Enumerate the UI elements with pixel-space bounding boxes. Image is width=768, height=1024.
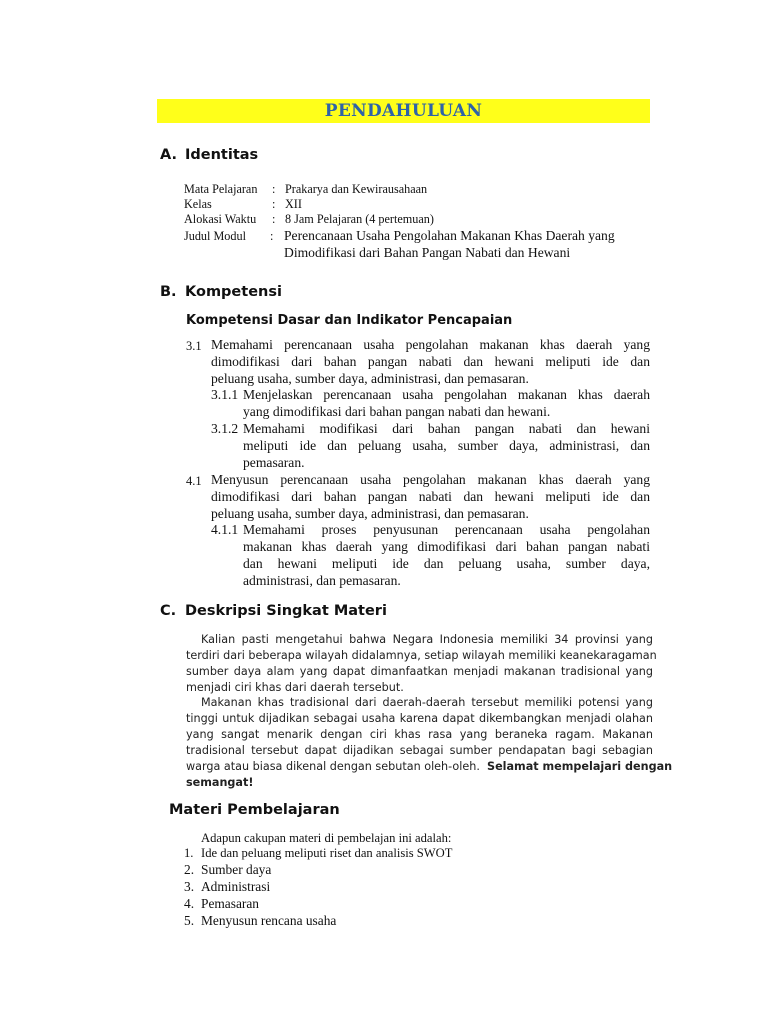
description-line: tinggi untuk dijadikan sebagai usaha karena dapat dikembangkan menjadi olahan [186, 712, 653, 725]
title-banner [157, 99, 650, 123]
indicator-line: pemasaran. [243, 455, 305, 470]
competency-subheading: Kompetensi Dasar dan Indikator Pencapaian [186, 313, 513, 328]
materi-heading: Materi Pembelajaran [169, 802, 340, 818]
page-title: PENDAHULUAN [324, 101, 483, 121]
materi-intro: Adapun cakupan materi di pembelajan ini adalah: [201, 831, 452, 845]
competency-line: peluang usaha, sumber daya, administrasi, dan pemasaran. [211, 371, 529, 386]
description-line: tradisional tersebut dapat dijadikan sebagai sumber pendapatan bagi sebagian [186, 744, 653, 757]
description-line: menjadi ciri khas dari daerah tersebut. [186, 681, 404, 694]
indicator-line: meliputi ide dan peluang usaha, sumber daya, administrasi, dan [243, 438, 650, 453]
competency-line: dimodifikasi dari bahan pangan nabati dan hewani meliputi ide dan [211, 489, 650, 504]
competency-number: 3.1 [186, 339, 202, 353]
section-c-heading: C. Deskripsi Singkat Materi [160, 603, 387, 619]
description-line: yang sangat menarik dengan ciri khas rasa yang beraneka ragam. Makanan [186, 728, 653, 741]
indicator-number: 4.1.1 [211, 522, 239, 537]
description-line: semangat! [186, 776, 254, 789]
description-line: terdiri dari beberapa wilayah didalamnya, setiap wilayah memiliki keanekaragaman [186, 649, 657, 662]
competency-number: 4.1 [186, 474, 202, 488]
indicator-number: 3.1.1 [211, 387, 239, 402]
description-line: Kalian pasti mengetahui bahwa Negara Indonesia memiliki 34 provinsi yang [201, 633, 653, 646]
competency-line: peluang usaha, sumber daya, administrasi, dan pemasaran. [211, 506, 529, 521]
section-a-heading: A. Identitas [160, 147, 259, 163]
indicator-line: makanan khas daerah yang dimodifikasi dari bahan pangan nabati [243, 539, 650, 554]
list-item: 1. Ide dan peluang meliputi riset dan analisis SWOT [184, 846, 453, 860]
indicator-line: Memahami proses penyusunan perencanaan usaha pengolahan [243, 522, 650, 537]
list-item: 4. Pemasaran [184, 896, 260, 911]
indicator-line: administrasi, dan pemasaran. [243, 573, 401, 588]
indicator-line: yang dimodifikasi dari bahan pangan nabati dan hewani. [243, 404, 551, 419]
description-line: warga atau biasa dikenal dengan sebutan oleh-oleh. Selamat mempelajari dengan [186, 760, 673, 773]
indicator-line: Menjelaskan perencanaan usaha pengolahan makanan khas daerah [243, 387, 650, 402]
competency-line: Menyusun perencanaan usaha pengolahan makanan khas daerah yang [211, 472, 650, 487]
list-item: 2. Sumber daya [184, 862, 272, 877]
indicator-line: dan hewani meliputi ide dan peluang usaha, sumber daya, [243, 556, 650, 571]
description-line: Makanan khas tradisional dari daerah-daerah tersebut memiliki potensi yang [201, 696, 653, 709]
list-item: 5. Menyusun rencana usaha [184, 913, 337, 928]
competency-line: dimodifikasi dari bahan pangan nabati dan hewani meliputi ide dan [211, 354, 650, 369]
document-page: PENDAHULUAN A. Identitas Mata Pelajaran : Prakarya dan Kewirausahaan Kelas : XII Alokasi Waktu : 8 Jam Pelajaran (4 pertemuan) Judul Modul : Perencanaan Usaha Pengolahan Makanan Khas Daerah yang Dimodifikasi dari Bahan Pangan Nabati dan Hewani B. Kompetensi Kompetensi Dasar dan Indikator Pencapaian 3.1 Memahami perencanaan usaha pengolahan makanan khas daerah yang dimodifikasi dari bahan pangan nabati dan hewani meliputi ide dan peluang usaha, sumber daya, administrasi, dan pemasaran. 3.1.1 Menjelaskan perencanaan usaha pengolahan makanan khas daerah yang dimodifikasi dari bahan pangan nabati dan hewani. 3.1.2 Memahami modifikasi dari bahan pangan nabati dan hewani meliputi ide dan peluang usaha, sumber daya, administrasi, dan pemasaran. 4.1 Menyusun perencanaan usaha pengolahan makanan khas daerah yang dimodifikasi dari bahan pangan nabati dan hewani meliputi ide dan peluang usaha, sumber daya, administrasi, dan pemasaran. 4.1.1 Memahami proses penyusunan perencanaan usaha pengolahan makanan khas daerah yang dimodifikasi dari bahan pangan nabati dan hewani meliputi ide dan peluang usaha, sumber daya, administrasi, dan pemasaran. C. Deskripsi Singkat Materi Kalian pasti mengetahui bahwa Negara Indonesia memiliki 34 provinsi yang terdiri dari beberapa wilayah didalamnya, setiap wilayah memiliki keanekaragaman sumber daya alam yang dapat dimanfaatkan menjadi makanan tradisional yang menjadi ciri khas dari daerah tersebut. Makanan khas tradisional dari daerah-daerah tersebut memiliki potensi yang tinggi untuk dijadikan sebagai usaha karena dapat dikembangkan menjadi olahan yang sangat menarik dengan ciri khas rasa yang beraneka ragam. Makanan tradisional tersebut dapat dijadikan sebagai sumber pendapatan bagi sebagian warga atau biasa dikenal dengan sebutan oleh-oleh. Selamat mempelajari dengan semangat! Materi Pembelajaran Adapun cakupan materi di pembelajan ini adalah: 1. Ide dan peluang meliputi riset dan analisis SWOT 2. Sumber daya 3. Administrasi 4. Pemasaran 5. Menyusun rencana usaha [0, 0, 768, 1024]
section-b-heading: B. Kompetensi [160, 284, 282, 300]
indicator-number: 3.1.2 [211, 421, 239, 436]
indicator-line: Memahami modifikasi dari bahan pangan nabati dan hewani [243, 421, 650, 436]
competency-line: Memahami perencanaan usaha pengolahan makanan khas daerah yang [211, 337, 650, 352]
list-item: 3. Administrasi [184, 879, 271, 894]
description-line: sumber daya alam yang dapat dimanfaatkan menjadi makanan tradisional yang [186, 665, 653, 678]
